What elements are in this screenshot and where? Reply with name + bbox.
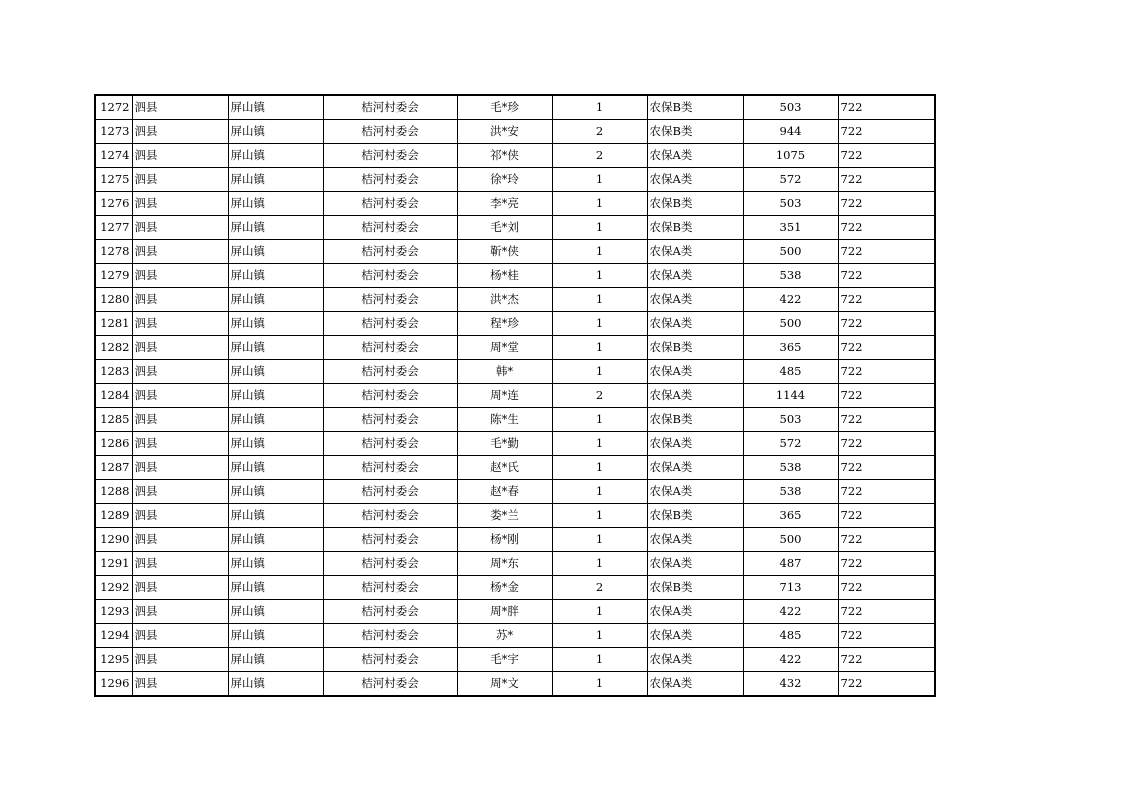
town-cell: 屏山镇 [228, 528, 323, 552]
village-committee-cell: 桔河村委会 [323, 360, 457, 384]
standard-cell: 722 [838, 144, 935, 168]
row-number-cell: 1283 [95, 360, 132, 384]
table-row [95, 192, 935, 216]
county-cell: 泗县 [132, 168, 228, 192]
row-number-cell: 1277 [95, 216, 132, 240]
household-count-cell: 1 [552, 336, 647, 360]
standard-cell: 722 [838, 600, 935, 624]
standard-cell: 722 [838, 648, 935, 672]
standard-cell: 722 [838, 456, 935, 480]
standard-cell: 722 [838, 528, 935, 552]
county-cell: 泗县 [132, 95, 228, 120]
village-committee-cell: 桔河村委会 [323, 528, 457, 552]
insurance-type-cell: 农保A类 [647, 480, 743, 504]
row-number-cell: 1278 [95, 240, 132, 264]
recipient-name-cell: 周*连 [457, 384, 552, 408]
row-number-cell: 1295 [95, 648, 132, 672]
county-cell: 泗县 [132, 576, 228, 600]
recipient-name-cell: 赵*春 [457, 480, 552, 504]
town-cell: 屏山镇 [228, 648, 323, 672]
village-committee-cell: 桔河村委会 [323, 456, 457, 480]
recipient-name-cell: 徐*玲 [457, 168, 552, 192]
insurance-type-cell: 农保A类 [647, 600, 743, 624]
row-number-cell: 1281 [95, 312, 132, 336]
row-number-cell: 1296 [95, 672, 132, 697]
county-cell: 泗县 [132, 360, 228, 384]
standard-cell: 722 [838, 95, 935, 120]
insurance-type-cell: 农保A类 [647, 264, 743, 288]
town-cell: 屏山镇 [228, 408, 323, 432]
village-committee-cell: 桔河村委会 [323, 624, 457, 648]
insurance-type-cell: 农保A类 [647, 672, 743, 697]
household-count-cell: 1 [552, 456, 647, 480]
town-cell: 屏山镇 [228, 216, 323, 240]
village-committee-cell: 桔河村委会 [323, 264, 457, 288]
row-number-cell: 1290 [95, 528, 132, 552]
insurance-type-cell: 农保A类 [647, 624, 743, 648]
row-number-cell: 1284 [95, 384, 132, 408]
row-number-cell: 1274 [95, 144, 132, 168]
standard-cell: 722 [838, 168, 935, 192]
standard-cell: 722 [838, 216, 935, 240]
household-count-cell: 1 [552, 240, 647, 264]
table-row [95, 384, 935, 408]
town-cell: 屏山镇 [228, 624, 323, 648]
amount-cell: 538 [743, 264, 838, 288]
town-cell: 屏山镇 [228, 600, 323, 624]
town-cell: 屏山镇 [228, 504, 323, 528]
village-committee-cell: 桔河村委会 [323, 408, 457, 432]
table-row [95, 336, 935, 360]
household-count-cell: 1 [552, 288, 647, 312]
table-row [95, 216, 935, 240]
town-cell: 屏山镇 [228, 576, 323, 600]
county-cell: 泗县 [132, 528, 228, 552]
village-committee-cell: 桔河村委会 [323, 240, 457, 264]
row-number-cell: 1282 [95, 336, 132, 360]
village-committee-cell: 桔河村委会 [323, 504, 457, 528]
county-cell: 泗县 [132, 456, 228, 480]
standard-cell: 722 [838, 312, 935, 336]
table-row [95, 312, 935, 336]
benefit-table [94, 94, 936, 697]
amount-cell: 487 [743, 552, 838, 576]
table-row [95, 120, 935, 144]
amount-cell: 538 [743, 456, 838, 480]
town-cell: 屏山镇 [228, 432, 323, 456]
insurance-type-cell: 农保B类 [647, 192, 743, 216]
recipient-name-cell: 程*珍 [457, 312, 552, 336]
household-count-cell: 2 [552, 144, 647, 168]
household-count-cell: 1 [552, 192, 647, 216]
recipient-name-cell: 苏* [457, 624, 552, 648]
insurance-type-cell: 农保B类 [647, 95, 743, 120]
county-cell: 泗县 [132, 288, 228, 312]
household-count-cell: 2 [552, 384, 647, 408]
recipient-name-cell: 毛*刘 [457, 216, 552, 240]
recipient-name-cell: 赵*氏 [457, 456, 552, 480]
row-number-cell: 1280 [95, 288, 132, 312]
recipient-name-cell: 周*文 [457, 672, 552, 697]
amount-cell: 365 [743, 336, 838, 360]
county-cell: 泗县 [132, 480, 228, 504]
county-cell: 泗县 [132, 504, 228, 528]
county-cell: 泗县 [132, 240, 228, 264]
row-number-cell: 1292 [95, 576, 132, 600]
amount-cell: 713 [743, 576, 838, 600]
table-row [95, 456, 935, 480]
county-cell: 泗县 [132, 600, 228, 624]
county-cell: 泗县 [132, 312, 228, 336]
standard-cell: 722 [838, 480, 935, 504]
insurance-type-cell: 农保A类 [647, 360, 743, 384]
recipient-name-cell: 陈*生 [457, 408, 552, 432]
insurance-type-cell: 农保B类 [647, 336, 743, 360]
amount-cell: 1075 [743, 144, 838, 168]
standard-cell: 722 [838, 504, 935, 528]
amount-cell: 538 [743, 480, 838, 504]
amount-cell: 351 [743, 216, 838, 240]
standard-cell: 722 [838, 288, 935, 312]
household-count-cell: 1 [552, 216, 647, 240]
town-cell: 屏山镇 [228, 95, 323, 120]
insurance-type-cell: 农保A类 [647, 432, 743, 456]
insurance-type-cell: 农保A类 [647, 456, 743, 480]
village-committee-cell: 桔河村委会 [323, 384, 457, 408]
standard-cell: 722 [838, 120, 935, 144]
recipient-name-cell: 祁*侠 [457, 144, 552, 168]
table-row [95, 672, 935, 697]
amount-cell: 1144 [743, 384, 838, 408]
table-body [95, 95, 935, 696]
village-committee-cell: 桔河村委会 [323, 672, 457, 697]
amount-cell: 422 [743, 600, 838, 624]
standard-cell: 722 [838, 336, 935, 360]
insurance-type-cell: 农保B类 [647, 576, 743, 600]
insurance-type-cell: 农保A类 [647, 552, 743, 576]
amount-cell: 485 [743, 624, 838, 648]
village-committee-cell: 桔河村委会 [323, 216, 457, 240]
standard-cell: 722 [838, 624, 935, 648]
table-row [95, 480, 935, 504]
county-cell: 泗县 [132, 192, 228, 216]
table-row [95, 360, 935, 384]
village-committee-cell: 桔河村委会 [323, 95, 457, 120]
household-count-cell: 1 [552, 672, 647, 697]
table-row [95, 648, 935, 672]
household-count-cell: 1 [552, 528, 647, 552]
insurance-type-cell: 农保A类 [647, 168, 743, 192]
table-row [95, 504, 935, 528]
amount-cell: 944 [743, 120, 838, 144]
county-cell: 泗县 [132, 648, 228, 672]
village-committee-cell: 桔河村委会 [323, 168, 457, 192]
recipient-name-cell: 杨*桂 [457, 264, 552, 288]
village-committee-cell: 桔河村委会 [323, 312, 457, 336]
household-count-cell: 2 [552, 120, 647, 144]
household-count-cell: 2 [552, 576, 647, 600]
village-committee-cell: 桔河村委会 [323, 648, 457, 672]
recipient-name-cell: 靳*侠 [457, 240, 552, 264]
row-number-cell: 1288 [95, 480, 132, 504]
recipient-name-cell: 毛*珍 [457, 95, 552, 120]
village-committee-cell: 桔河村委会 [323, 192, 457, 216]
insurance-type-cell: 农保B类 [647, 216, 743, 240]
household-count-cell: 1 [552, 95, 647, 120]
table-row [95, 144, 935, 168]
table-row [95, 552, 935, 576]
county-cell: 泗县 [132, 672, 228, 697]
town-cell: 屏山镇 [228, 456, 323, 480]
row-number-cell: 1273 [95, 120, 132, 144]
town-cell: 屏山镇 [228, 480, 323, 504]
table-row [95, 168, 935, 192]
row-number-cell: 1275 [95, 168, 132, 192]
recipient-name-cell: 杨*金 [457, 576, 552, 600]
household-count-cell: 1 [552, 312, 647, 336]
recipient-name-cell: 李*亮 [457, 192, 552, 216]
recipient-name-cell: 杨*刚 [457, 528, 552, 552]
insurance-type-cell: 农保A类 [647, 384, 743, 408]
county-cell: 泗县 [132, 120, 228, 144]
recipient-name-cell: 韩* [457, 360, 552, 384]
household-count-cell: 1 [552, 168, 647, 192]
standard-cell: 722 [838, 552, 935, 576]
standard-cell: 722 [838, 264, 935, 288]
standard-cell: 722 [838, 360, 935, 384]
amount-cell: 485 [743, 360, 838, 384]
town-cell: 屏山镇 [228, 672, 323, 697]
row-number-cell: 1289 [95, 504, 132, 528]
household-count-cell: 1 [552, 408, 647, 432]
village-committee-cell: 桔河村委会 [323, 600, 457, 624]
insurance-type-cell: 农保B类 [647, 120, 743, 144]
town-cell: 屏山镇 [228, 288, 323, 312]
household-count-cell: 1 [552, 648, 647, 672]
recipient-name-cell: 毛*勤 [457, 432, 552, 456]
amount-cell: 503 [743, 192, 838, 216]
county-cell: 泗县 [132, 336, 228, 360]
county-cell: 泗县 [132, 552, 228, 576]
amount-cell: 365 [743, 504, 838, 528]
household-count-cell: 1 [552, 360, 647, 384]
household-count-cell: 1 [552, 432, 647, 456]
recipient-name-cell: 娄*兰 [457, 504, 552, 528]
table-row [95, 600, 935, 624]
household-count-cell: 1 [552, 504, 647, 528]
household-count-cell: 1 [552, 264, 647, 288]
table-row [95, 240, 935, 264]
table-row [95, 408, 935, 432]
row-number-cell: 1272 [95, 95, 132, 120]
household-count-cell: 1 [552, 600, 647, 624]
county-cell: 泗县 [132, 432, 228, 456]
row-number-cell: 1294 [95, 624, 132, 648]
recipient-name-cell: 洪*杰 [457, 288, 552, 312]
insurance-type-cell: 农保A类 [647, 648, 743, 672]
amount-cell: 500 [743, 528, 838, 552]
standard-cell: 722 [838, 384, 935, 408]
table-row [95, 576, 935, 600]
amount-cell: 500 [743, 240, 838, 264]
insurance-type-cell: 农保B类 [647, 408, 743, 432]
town-cell: 屏山镇 [228, 192, 323, 216]
town-cell: 屏山镇 [228, 552, 323, 576]
county-cell: 泗县 [132, 264, 228, 288]
table-row [95, 624, 935, 648]
village-committee-cell: 桔河村委会 [323, 432, 457, 456]
insurance-type-cell: 农保A类 [647, 240, 743, 264]
standard-cell: 722 [838, 576, 935, 600]
village-committee-cell: 桔河村委会 [323, 288, 457, 312]
standard-cell: 722 [838, 240, 935, 264]
town-cell: 屏山镇 [228, 168, 323, 192]
row-number-cell: 1276 [95, 192, 132, 216]
town-cell: 屏山镇 [228, 264, 323, 288]
amount-cell: 422 [743, 648, 838, 672]
town-cell: 屏山镇 [228, 144, 323, 168]
town-cell: 屏山镇 [228, 336, 323, 360]
row-number-cell: 1279 [95, 264, 132, 288]
insurance-type-cell: 农保A类 [647, 288, 743, 312]
table-row [95, 264, 935, 288]
town-cell: 屏山镇 [228, 312, 323, 336]
table-row [95, 528, 935, 552]
amount-cell: 503 [743, 408, 838, 432]
village-committee-cell: 桔河村委会 [323, 576, 457, 600]
recipient-name-cell: 洪*安 [457, 120, 552, 144]
village-committee-cell: 桔河村委会 [323, 120, 457, 144]
recipient-name-cell: 周*堂 [457, 336, 552, 360]
village-committee-cell: 桔河村委会 [323, 552, 457, 576]
town-cell: 屏山镇 [228, 240, 323, 264]
standard-cell: 722 [838, 672, 935, 697]
table-row [95, 288, 935, 312]
standard-cell: 722 [838, 432, 935, 456]
county-cell: 泗县 [132, 408, 228, 432]
row-number-cell: 1291 [95, 552, 132, 576]
village-committee-cell: 桔河村委会 [323, 336, 457, 360]
town-cell: 屏山镇 [228, 360, 323, 384]
county-cell: 泗县 [132, 384, 228, 408]
row-number-cell: 1286 [95, 432, 132, 456]
recipient-name-cell: 周*东 [457, 552, 552, 576]
recipient-name-cell: 毛*宇 [457, 648, 552, 672]
amount-cell: 500 [743, 312, 838, 336]
standard-cell: 722 [838, 192, 935, 216]
town-cell: 屏山镇 [228, 384, 323, 408]
insurance-type-cell: 农保A类 [647, 312, 743, 336]
insurance-type-cell: 农保A类 [647, 144, 743, 168]
table-row [95, 432, 935, 456]
town-cell: 屏山镇 [228, 120, 323, 144]
row-number-cell: 1287 [95, 456, 132, 480]
county-cell: 泗县 [132, 144, 228, 168]
table-row [95, 95, 935, 120]
household-count-cell: 1 [552, 552, 647, 576]
household-count-cell: 1 [552, 624, 647, 648]
amount-cell: 503 [743, 95, 838, 120]
row-number-cell: 1285 [95, 408, 132, 432]
recipient-name-cell: 周*胖 [457, 600, 552, 624]
amount-cell: 572 [743, 432, 838, 456]
county-cell: 泗县 [132, 216, 228, 240]
village-committee-cell: 桔河村委会 [323, 144, 457, 168]
village-committee-cell: 桔河村委会 [323, 480, 457, 504]
amount-cell: 432 [743, 672, 838, 697]
county-cell: 泗县 [132, 624, 228, 648]
insurance-type-cell: 农保B类 [647, 504, 743, 528]
amount-cell: 572 [743, 168, 838, 192]
insurance-type-cell: 农保A类 [647, 528, 743, 552]
row-number-cell: 1293 [95, 600, 132, 624]
household-count-cell: 1 [552, 480, 647, 504]
amount-cell: 422 [743, 288, 838, 312]
standard-cell: 722 [838, 408, 935, 432]
